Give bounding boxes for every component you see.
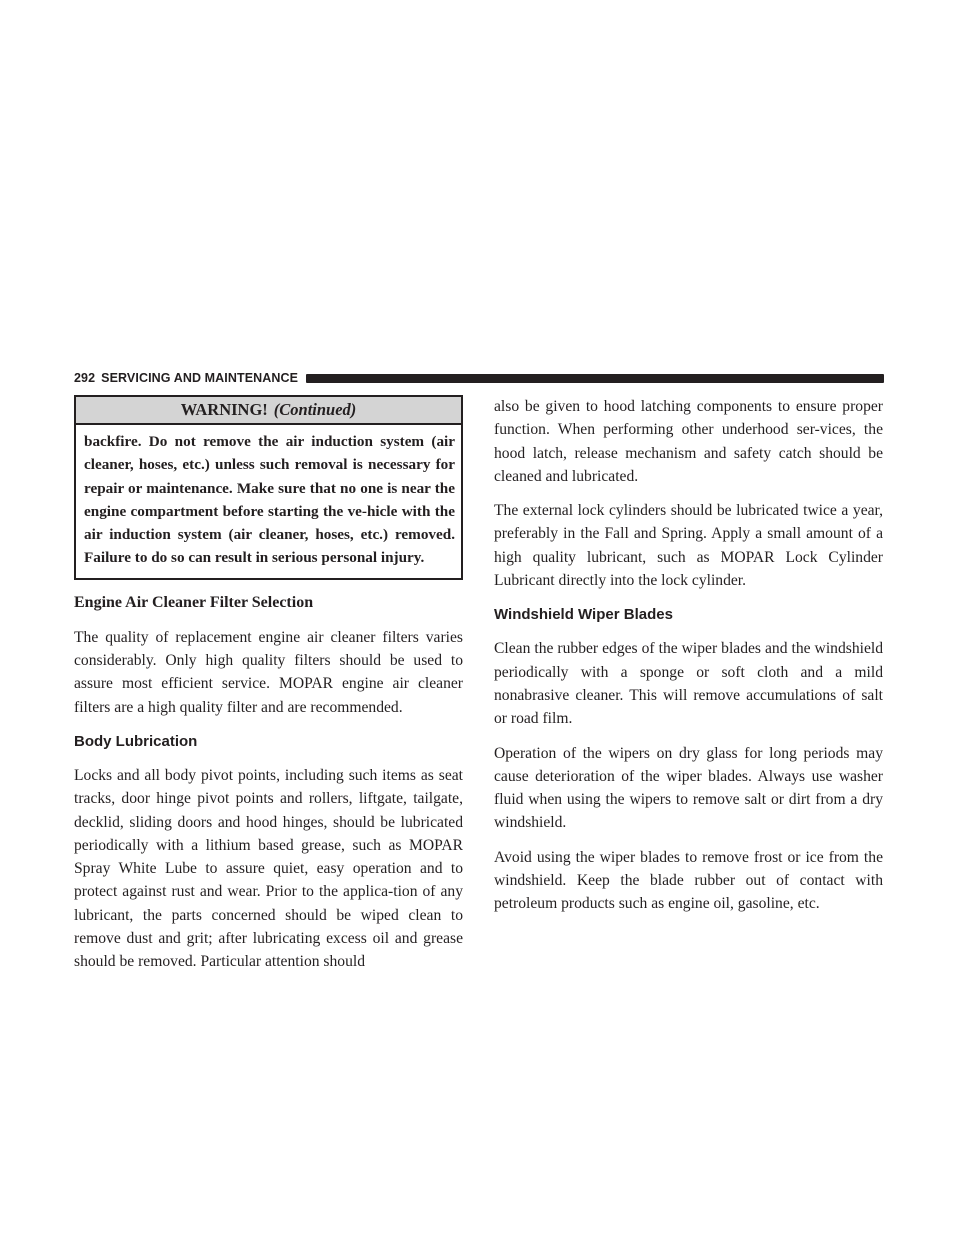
page-number: 292 xyxy=(74,371,96,385)
filter-selection-text: The quality of replacement engine air cleaner filters varies considerably. Only high quality filters should be used to assure most efficient service. MOPAR engine air cleaner filters are a high quality filter and are recommended. xyxy=(74,628,463,716)
wiper-frost-text: Avoid using the wiper blades to remove frost or ice from the windshield. Keep the blade rubber out of contact with petroleum products such as engine oil, gasoline, etc. xyxy=(494,848,883,913)
lock-cylinder-text: The external lock cylinders should be lubricated twice a year, preferably in the Fall and Spring. Apply a small amount of a high quality lubricant, such as MOPAR Lock Cylinder Lubricant directly into the lock cylinder. xyxy=(494,502,883,590)
wiper-clean-text: Clean the rubber edges of the wiper blades and the windshield periodically with a sponge or soft cloth and a mild nonabrasive cleaner. This will remove accumulations of salt or road film. xyxy=(494,640,883,728)
left-column xyxy=(74,395,463,974)
filter-selection-heading: Engine Air Cleaner Filter Selection xyxy=(74,593,314,611)
warning-box xyxy=(74,395,463,580)
right-column xyxy=(494,395,883,916)
warning-label: WARNING! xyxy=(180,400,268,419)
warning-continued: (Continued) xyxy=(273,400,357,419)
wiper-dry-glass-text: Operation of the wipers on dry glass for long periods may cause deterioration of the wiper blades. Always use washer fluid when using the wipers to remove salt or dirt from a dry windshield. xyxy=(494,744,883,832)
warning-text: backfire. Do not remove the air induction system (air cleaner, hoses, etc.) unless such removal is necessary for repair or maintenance. Make sure that no one is near the engine compartment before starting the ve-hicle with the air induction system (air cleaner, hoses, etc.) removed. Failure to do so can result in serious personal injury. xyxy=(84,433,455,567)
body-lubrication-heading: Body Lubrication xyxy=(74,732,198,750)
header-rule xyxy=(306,374,884,383)
wiper-blades-heading: Windshield Wiper Blades xyxy=(494,606,673,624)
page-header xyxy=(74,370,884,386)
body-lubrication-text: Locks and all body pivot points, including such items as seat tracks, door hinge pivot points and rollers, liftgate, tailgate, decklid, sliding doors and hood hinges, should be lubricated periodically with a lithium based grease, such as MOPAR Spray White Lube to assure quiet, easy operation and to protect against rust and wear. Prior to the applica-tion of any lubricant, the parts concerned should be wiped clean to remove dust and grit; after lubricating excess oil and grease should be removed. Particular attention should xyxy=(74,766,463,971)
section-title: SERVICING AND MAINTENANCE xyxy=(101,371,299,385)
warning-title xyxy=(76,397,461,425)
hood-latch-text: also be given to hood latching components to ensure proper function. When performing other underhood ser-vices, the hood latch, release mechanism and safety catch should be cleaned and lubricated. xyxy=(494,398,883,485)
